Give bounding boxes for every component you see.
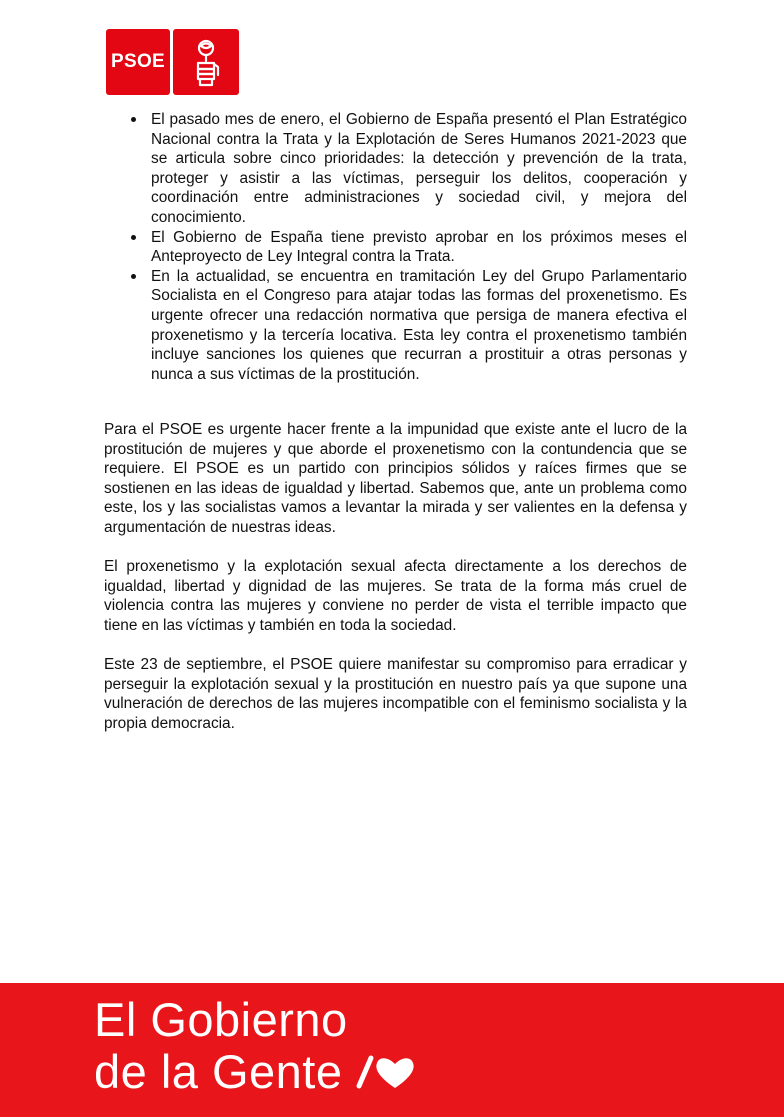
bullet-list xyxy=(104,110,687,384)
footer-slogan-line2: de la Gente xyxy=(94,1045,343,1098)
slash-heart-icon xyxy=(355,1052,415,1092)
paragraph: Para el PSOE es urgente hacer frente a la impunidad que existe ante el lucro de la prostitución de mujeres y que aborde el proxenetismo con la contundencia que se requiere. El PSOE es un partido con principios sólidos y raíces firmes que se sostienen en las ideas de igualdad y libertad. Sabemos que, ante un problema como este, los y las socialistas vamos a levantar la mirada y ser valientes en la defensa y argumentación de nuestras ideas. xyxy=(104,421,687,536)
footer-slogan-line2-wrap xyxy=(94,1046,415,1098)
footer-slogan-line1: El Gobierno xyxy=(94,993,348,1046)
fist-rose-icon xyxy=(173,29,239,95)
bullet-item: El Gobierno de España tiene previsto aprobar en los próximos meses el Anteproyecto de Ley Integral contra la Trata. xyxy=(104,228,687,267)
bullet-item: En la actualidad, se encuentra en tramitación Ley del Grupo Parlamentario Socialista en el Congreso para atajar todas las formas del proxenetismo. Es urgente ofrecer una redacción normativa que persiga de manera efectiva el proxenetismo y la tercería locativa. Esta ley contra el proxenetismo también incluye sanciones los quienes que recurran a prostituir a otras personas y nunca a sus víctimas de la prostitución. xyxy=(104,267,687,385)
paragraph: El proxenetismo y la explotación sexual afecta directamente a los derechos de igualdad, libertad y dignidad de las mujeres. Se trata de la forma más cruel de violencia contra las mujeres y conviene no perder de vista el terrible impacto que tiene en las víctimas y también en toda la sociedad. xyxy=(104,558,687,634)
body-text xyxy=(104,420,687,753)
bullet-item: El pasado mes de enero, el Gobierno de España presentó el Plan Estratégico Nacional contra la Trata y la Explotación de Seres Humanos 2021-2023 que se articula sobre cinco prioridades: la detección y prevención de la trata, proteger y asistir a las víctimas, perseguir los delitos, cooperación y coordinación entre administraciones y sociedad civil, y mejora del conocimiento. xyxy=(104,110,687,228)
footer-banner xyxy=(0,983,784,1117)
paragraph: Este 23 de septiembre, el PSOE quiere manifestar su compromiso para erradicar y perseguir la explotación sexual y la prostitución en nuestro país ya que supone una vulneración de derechos de las mujeres incompatible con el feminismo socialista y la propia democracia. xyxy=(104,656,687,732)
logo-wordmark: PSOE xyxy=(106,29,170,95)
psoe-logo xyxy=(106,29,239,95)
